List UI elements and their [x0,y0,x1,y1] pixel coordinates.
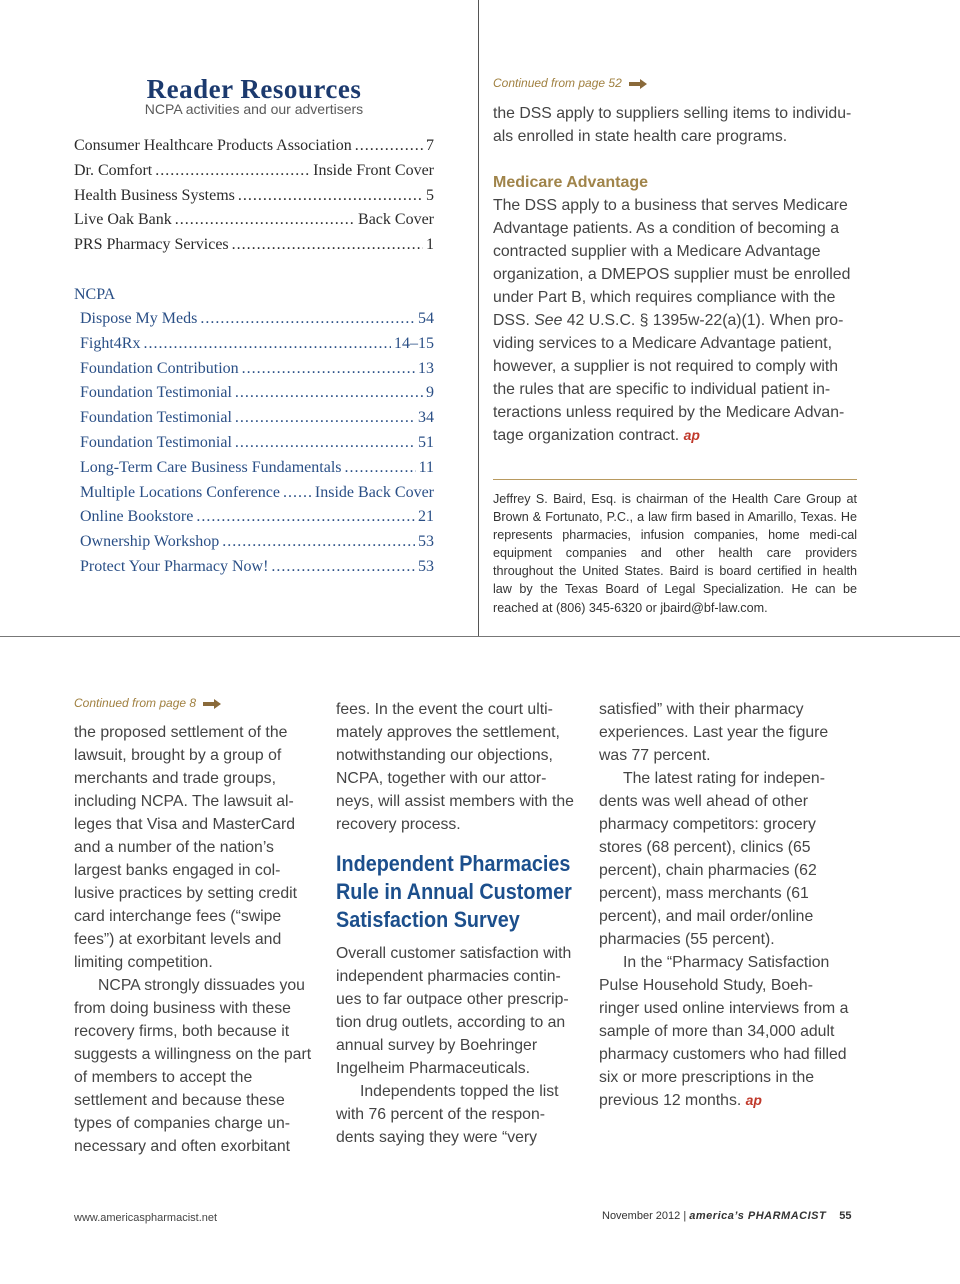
paragraph-text: The DSS apply to a business that serves Medicare Advantage patients. As a condition of becoming a contracted supplier with a Medicare Advantage organization, a DMEPOS supplier must be enrolled under Part B, which requires compliance with the DSS. [493,197,851,329]
continued-text: Continued from page 8 [74,696,197,710]
advertiser-entry [74,162,434,187]
paragraph-text: In the “Pharmacy Satisfaction Pulse Household Study, Boeh-ringer used online interviews from a sample of more than 34,000 adult pharmacy customers who had filled six or more prescriptions in the previous 12 months. [599,954,849,1109]
arrow-right-icon [629,79,647,89]
see-citation: See [534,312,563,329]
advertiser-page: Back Cover [358,211,434,229]
advertiser-name: Consumer Healthcare Products Association [74,137,352,154]
advertiser-page: 1 [426,236,434,254]
ncpa-entry[interactable] [74,508,434,533]
ncpa-entry-name: Foundation Testimonial [80,409,232,427]
paragraph-text: 42 U.S.C. § 1395w-22(a)(1). When pro-viding services to a Medicare Advantage patient, however, a supplier is not required to comply with the rules that are specific to individual patient in-teractions unless required by the Medicare Advan-tage organization contract. [493,312,845,444]
medicare-advantage-paragraph [493,194,857,447]
ncpa-entry-name: Fight4Rx [80,334,141,352]
ncpa-entry-page: 34 [418,409,434,427]
paragraph: NCPA strongly dissuades you from doing business with these recovery firms, both because it suggests a willingness on the part of members to accept the settlement and because these types of companies charge un-necessary and often exorbitant [74,977,312,1155]
advertiser-list [74,137,434,261]
ncpa-entry-name: Dispose My Meds [80,310,198,327]
arrow-right-icon [203,699,221,709]
article-continuation [493,102,857,447]
ncpa-entry-name: Ownership Workshop [80,533,220,551]
ncpa-entry[interactable] [74,335,434,360]
paragraph: satisfied” with their pharmacy experiences. Last year the figure was 77 percent. [599,701,829,764]
ncpa-entry-page: Inside Back Cover [314,483,434,501]
ncpa-list [74,310,434,583]
advertiser-page: 7 [426,137,434,154]
article-intro: the DSS apply to suppliers selling items to individu-als enrolled in state health care programs. [493,105,852,145]
footer-info [602,1210,852,1222]
section-divider-horizontal [0,636,960,637]
paragraph [599,951,849,1112]
ncpa-entry[interactable] [74,360,434,385]
paragraph: Independents topped the list with 76 percent of the respon-dents saying they were “very [336,1083,559,1146]
author-bio: Jeffrey S. Baird, Esq. is chairman of the Health Care Group at Brown & Fortunato, P.C., a law firm based in Amarillo, Texas. He represents pharmacies, infusion companies, home medi-cal equipment companies and other health care providers throughout the United States. Baird is board certified in health law by the Texas Board of Legal Specialization. He can be reached at (806) 345-6320 or jbaird@bf-law.com. [493,492,857,615]
advertiser-name: Live Oak Bank [74,211,172,229]
reader-resources-title: Reader Resources [146,74,362,104]
ncpa-entry[interactable] [74,484,434,509]
page-number: 55 [839,1210,852,1222]
advertiser-entry [74,236,434,261]
article-column-1 [74,721,318,1158]
ncpa-entry-page: 11 [418,458,434,476]
paragraph: the proposed settlement of the lawsuit, brought by a group of merchants and trade groups, including NCPA. The lawsuit al-leges that Visa and MasterCard and a number of the nation’s largest banks engaged in col-lusive practices by setting credit card interchange fees (“swipe fees”) at exorbitant levels and limiting competition. [74,724,298,971]
footer-separator: | [683,1210,687,1222]
footer-url[interactable]: www.americaspharmacist.net [74,1212,218,1224]
ncpa-entry-page: 54 [418,310,434,327]
paragraph: Overall customer satisfaction with independent pharmacies contin-ues to far outpace other prescrip-tion drug outlets, according to an annual survey by Boehringer Ingelheim Pharmaceuticals. [336,945,572,1077]
continued-text: Continued from page 52 [493,76,622,90]
end-mark-logo: ap [683,427,700,443]
ncpa-entry-page: 21 [418,508,434,526]
paragraph: fees. In the event the court ulti-mately approves the settlement, notwithstanding our objections, NCPA, together with our attor-neys, will assist members with the recovery process. [336,701,574,833]
advertiser-entry [74,137,434,162]
ncpa-entry[interactable] [74,409,434,434]
continued-from-label [74,696,221,710]
bio-divider [493,479,857,480]
continued-from-label [493,76,647,90]
ncpa-entry[interactable] [74,310,434,335]
ncpa-heading: NCPA [74,286,116,303]
paragraph: The latest rating for indepen-dents was well ahead of other pharmacy competitors: grocery stores (68 percent), clinics (65 percent), chain pharmacies (62 percent), mass merchants (61 percent), and mail order/online pharmacies (55 percent). [599,770,825,948]
ncpa-entry-name: Foundation Contribution [80,359,239,377]
advertiser-entry [74,211,434,236]
end-mark-logo: ap [745,1092,762,1108]
ncpa-entry-name: Online Bookstore [80,508,194,526]
ncpa-entry-name: Foundation Testimonial [80,433,232,451]
ncpa-entry-page: 51 [418,433,434,451]
article-column-3 [599,698,849,1112]
ncpa-entry[interactable] [74,384,434,409]
ncpa-entry-name: Foundation Testimonial [80,384,232,402]
ncpa-entry[interactable] [74,533,434,558]
ncpa-entry[interactable] [74,434,434,459]
section-heading: Medicare Advantage [493,174,649,191]
ncpa-entry[interactable] [74,459,434,484]
article-headline: Independent Pharmacies Rule in Annual Customer Satisfaction Survey [336,851,572,932]
advertiser-page: Inside Front Cover [313,161,434,179]
ncpa-entry-name: Protect Your Pharmacy Now! [80,557,269,575]
advertiser-entry [74,187,434,212]
issue-date: November 2012 [602,1210,681,1222]
advertiser-name: Dr. Comfort [74,161,153,179]
ncpa-entry-name: Multiple Locations Conference [80,483,280,501]
advertiser-name: Health Business Systems [74,186,235,204]
ncpa-entry-page: 13 [418,359,434,377]
reader-resources-subtitle: NCPA activities and our advertisers [144,101,364,117]
ncpa-entry-page: 53 [418,557,434,575]
ncpa-entry-page: 14–15 [394,334,434,352]
ncpa-entry-page: 53 [418,533,434,551]
ncpa-entry-page: 9 [426,384,434,402]
magazine-brand: america’s PHARMACIST [689,1210,827,1222]
column-divider-vertical [478,0,479,636]
advertiser-page: 5 [426,186,434,204]
ncpa-entry-name: Long-Term Care Business Fundamentals [80,458,342,476]
advertiser-name: PRS Pharmacy Services [74,236,229,254]
ncpa-entry[interactable] [74,558,434,583]
article-column-2 [336,698,582,1149]
